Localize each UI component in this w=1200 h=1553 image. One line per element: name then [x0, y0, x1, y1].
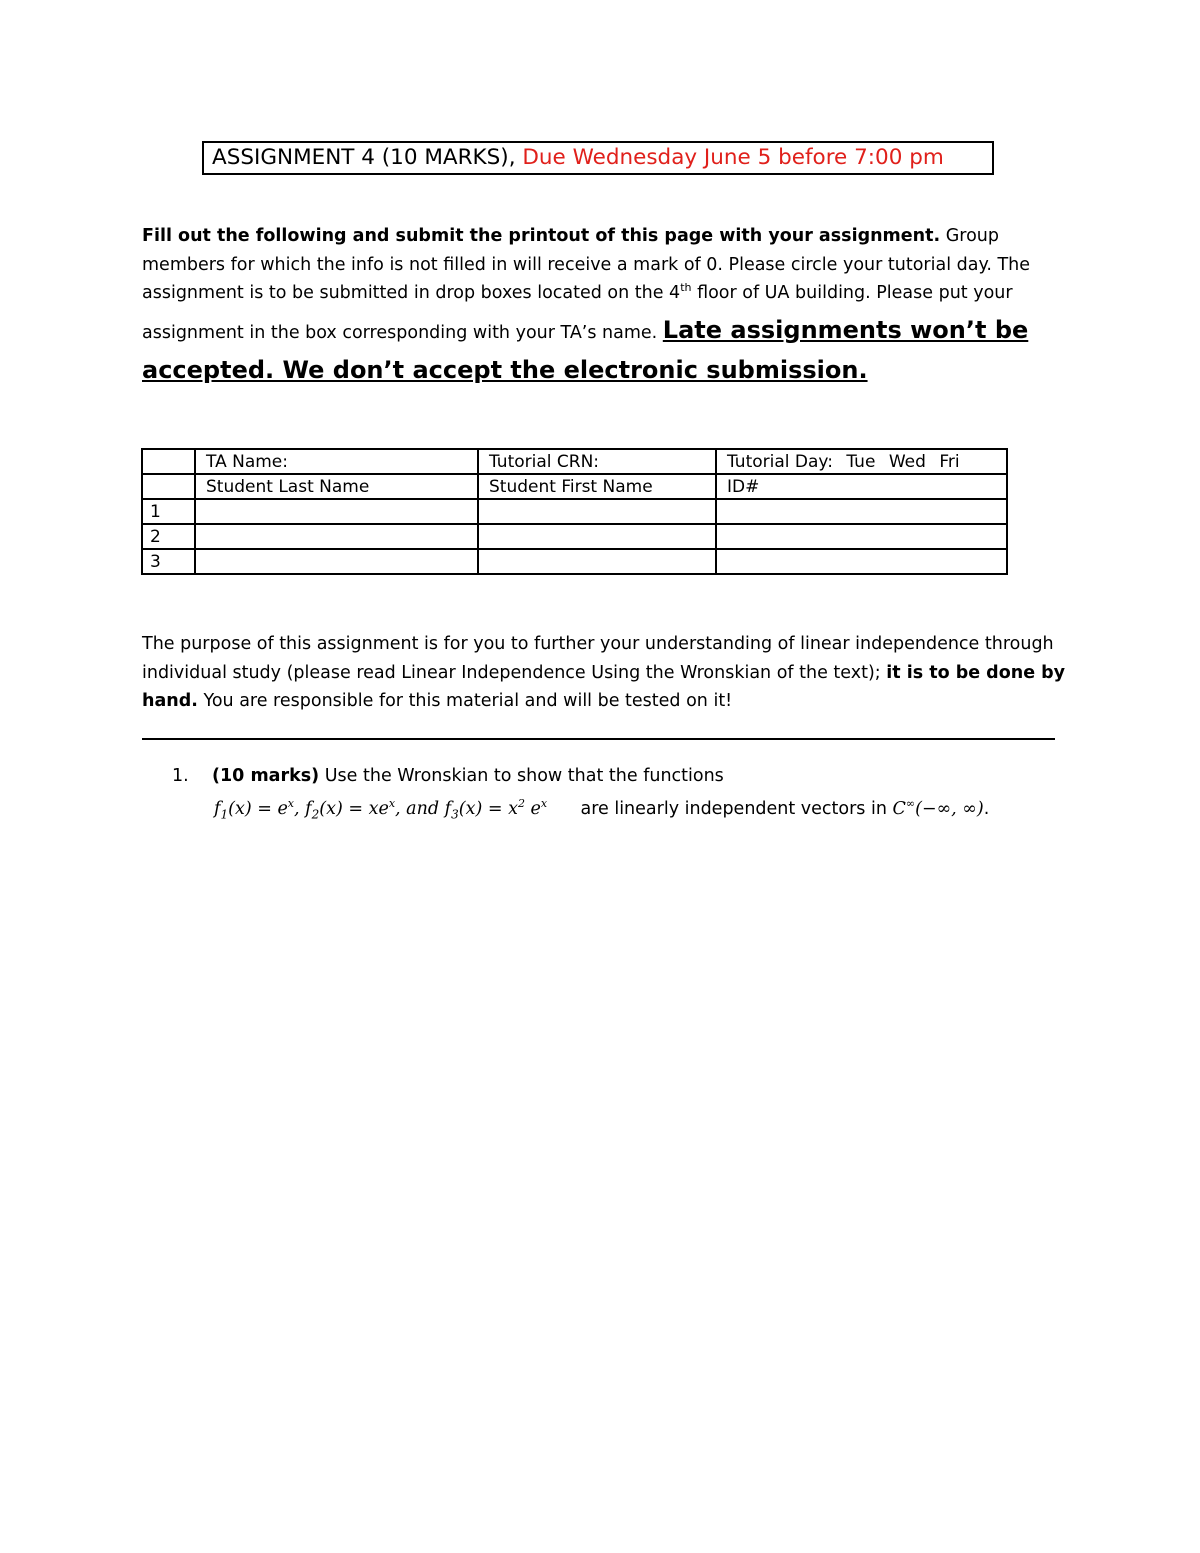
assignment-title: ASSIGNMENT 4 (10 MARKS), [212, 145, 516, 170]
table-row [142, 524, 1007, 549]
table-header-row [142, 474, 1007, 499]
divider [142, 738, 1055, 740]
day-option-wed[interactable]: Wed [888, 451, 926, 472]
purpose-paragraph [142, 630, 1072, 716]
table-row [142, 449, 1007, 474]
table-row [142, 499, 1007, 524]
purpose-text-1: The purpose of this assignment is for you to further your understanding of linear independence through individual study (please read Linear Independence Using the Wronskian of the text); [142, 634, 1054, 683]
tutorial-crn-cell[interactable]: Tutorial CRN: [478, 449, 716, 474]
purpose-bold: it is to be done by hand. [142, 662, 1066, 711]
instructions-text-2: floor of UA building. Please put your assignment in the box corresponding with your TA’s name. [142, 283, 1013, 343]
instructions-bold-lead: Fill out the following and submit the printout of this page with your assignment. [142, 226, 941, 246]
question-marks: (10 marks) [212, 766, 320, 786]
row-number: 3 [142, 549, 195, 574]
floor-superscript: th [680, 281, 692, 294]
last-name-field[interactable] [195, 549, 478, 574]
table-cell [142, 474, 195, 499]
question-text: Use the Wronskian to show that the functions [319, 766, 724, 786]
first-name-field[interactable] [478, 524, 716, 549]
day-option-fri[interactable]: Fri [939, 451, 960, 472]
day-option-tue[interactable]: Tue [846, 451, 876, 472]
instructions-text-1: Group members for which the info is not filled in will receive a mark of 0. Please circle your tutorial day. The assignment is to be submitted in drop boxes located on the 4 [142, 226, 1030, 303]
last-name-field[interactable] [195, 524, 478, 549]
table-cell [142, 449, 195, 474]
first-name-header: Student First Name [478, 474, 716, 499]
purpose-text-2: You are responsible for this material and will be tested on it! [197, 691, 733, 711]
row-number: 2 [142, 524, 195, 549]
late-warning: Late assignments won’t be accepted. We don’t accept the electronic submission. [142, 315, 1029, 384]
group-info-table [141, 448, 1008, 575]
instructions-paragraph [142, 222, 1072, 390]
tutorial-day-cell: Tutorial Day: Tue Wed Fri [716, 449, 1007, 474]
question-suffix: are linearly independent vectors in [580, 798, 893, 819]
functions-formula: $f_1(x) = e^x$, $f_2(x) = xe^x$, and $f_3(x) = x^2$ $e^x$ [214, 797, 548, 822]
first-name-field[interactable] [478, 549, 716, 574]
id-field[interactable] [716, 499, 1007, 524]
question-equation-line: $f_1(x) = e^x$, $f_2(x) = xe^x$, and $f_3(x) = x^2$ $e^x$ are linearly independent vectors in C∞(−∞, ∞). [214, 797, 990, 822]
row-number: 1 [142, 499, 195, 524]
function-space: C∞(−∞, ∞) [892, 797, 984, 819]
id-field[interactable] [716, 549, 1007, 574]
id-field[interactable] [716, 524, 1007, 549]
ta-name-cell[interactable]: TA Name: [195, 449, 478, 474]
question-1 [172, 762, 1072, 828]
assignment-title-box [202, 141, 994, 175]
question-number: 1. [172, 766, 189, 786]
last-name-header: Student Last Name [195, 474, 478, 499]
last-name-field[interactable] [195, 499, 478, 524]
id-header: ID# [716, 474, 1007, 499]
due-date: Due Wednesday June 5 before 7:00 pm [522, 145, 944, 170]
first-name-field[interactable] [478, 499, 716, 524]
table-row [142, 549, 1007, 574]
